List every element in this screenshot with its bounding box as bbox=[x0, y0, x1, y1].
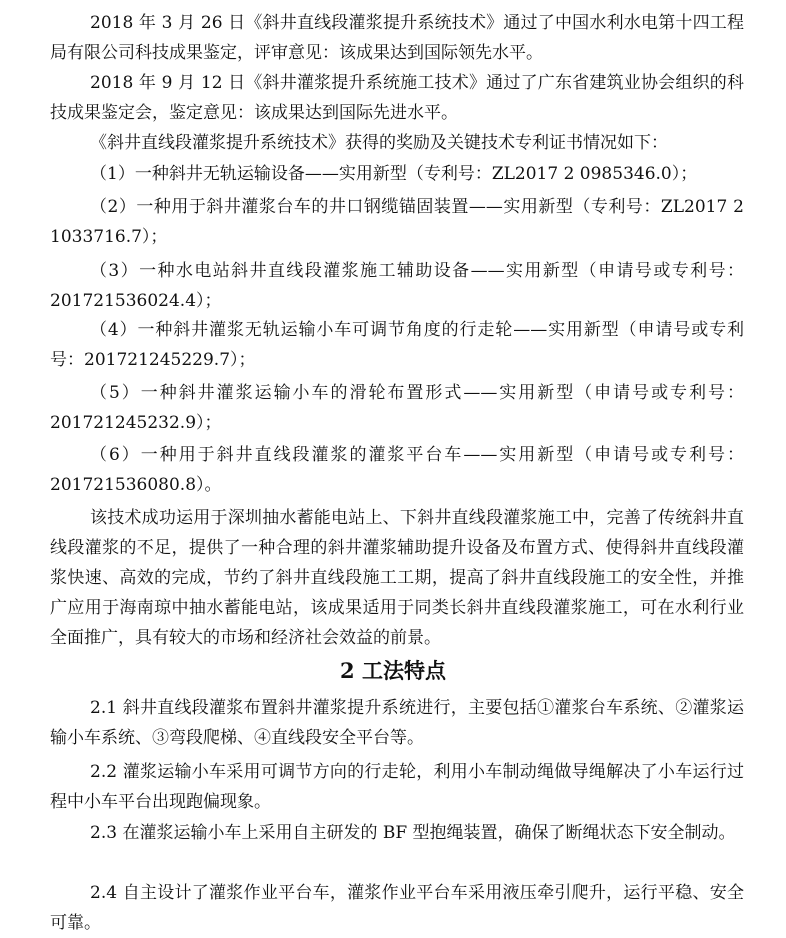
list-item-patent-6: （6）一种用于斜井直线段灌浆的灌浆平台车——实用新型（申请号或专利号：201721536080.8）。 bbox=[50, 445, 744, 495]
paragraph-awards-intro: 《斜井直线段灌浆提升系统技术》获得的奖励及关键技术专利证书情况如下： bbox=[90, 133, 668, 153]
list-item-patent-1: （1）一种斜井无轨运输设备——实用新型（专利号：ZL2017 2 0985346.0）； bbox=[90, 164, 698, 184]
list-item-patent-2: （2）一种用于斜井灌浆台车的井口钢缆锚固装置——实用新型（专利号：ZL2017 2 1033716.7）； bbox=[50, 197, 744, 247]
paragraph-feature-2-2: 2.2 灌浆运输小车采用可调节方向的行走轮，利用小车制动绳做导绳解决了小车运行过程中小车平台出现跑偏现象。 bbox=[50, 762, 744, 812]
paragraph-feature-2-4: 2.4 自主设计了灌浆作业平台车，灌浆作业平台车采用液压牵引爬升，运行平稳、安全可靠。 bbox=[50, 883, 744, 933]
list-item-patent-4: （4）一种斜井灌浆无轨运输小车可调节角度的行走轮——实用新型（申请号或专利号：201721245229.7）； bbox=[50, 320, 744, 370]
list-item-patent-5: （5）一种斜井灌浆运输小车的滑轮布置形式——实用新型（申请号或专利号：201721245232.9）； bbox=[50, 383, 744, 433]
paragraph-application: 该技术成功运用于深圳抽水蓄能电站上、下斜井直线段灌浆施工中，完善了传统斜井直线段灌浆的不足，提供了一种合理的斜井灌浆辅助提升设备及布置方式、使得斜井直线段灌浆快速、高效的完成，节约了斜井直线段施工工期，提高了斜井直线段施工的安全性，并推广应用于海南琼中抽水蓄能电站，该成果适用于同类长斜井直线段灌浆施工，可在水利行业全面推广，具有较大的市场和经济社会效益的前景。 bbox=[50, 508, 744, 648]
paragraph-appraisal-september: 2018 年 9 月 12 日《斜井灌浆提升系统施工技术》通过了广东省建筑业协会组织的科技成果鉴定会，鉴定意见：该成果达到国际先进水平。 bbox=[50, 73, 744, 123]
list-item-patent-3: （3）一种水电站斜井直线段灌浆施工辅助设备——实用新型（申请号或专利号：201721536024.4）； bbox=[50, 261, 744, 311]
section-heading: 2 工法特点 bbox=[340, 658, 446, 683]
paragraph-feature-2-1: 2.1 斜井直线段灌浆布置斜井灌浆提升系统进行，主要包括①灌浆台车系统、②灌浆运输小车系统、③弯段爬梯、④直线段安全平台等。 bbox=[50, 698, 744, 748]
paragraph-appraisal-march: 2018 年 3 月 26 日《斜井直线段灌浆提升系统技术》通过了中国水利水电第十四工程局有限公司科技成果鉴定，评审意见：该成果达到国际领先水平。 bbox=[50, 13, 744, 63]
paragraph-feature-2-3: 2.3 在灌浆运输小车上采用自主研发的 BF 型抱绳装置，确保了断绳状态下安全制动。 bbox=[90, 823, 736, 843]
